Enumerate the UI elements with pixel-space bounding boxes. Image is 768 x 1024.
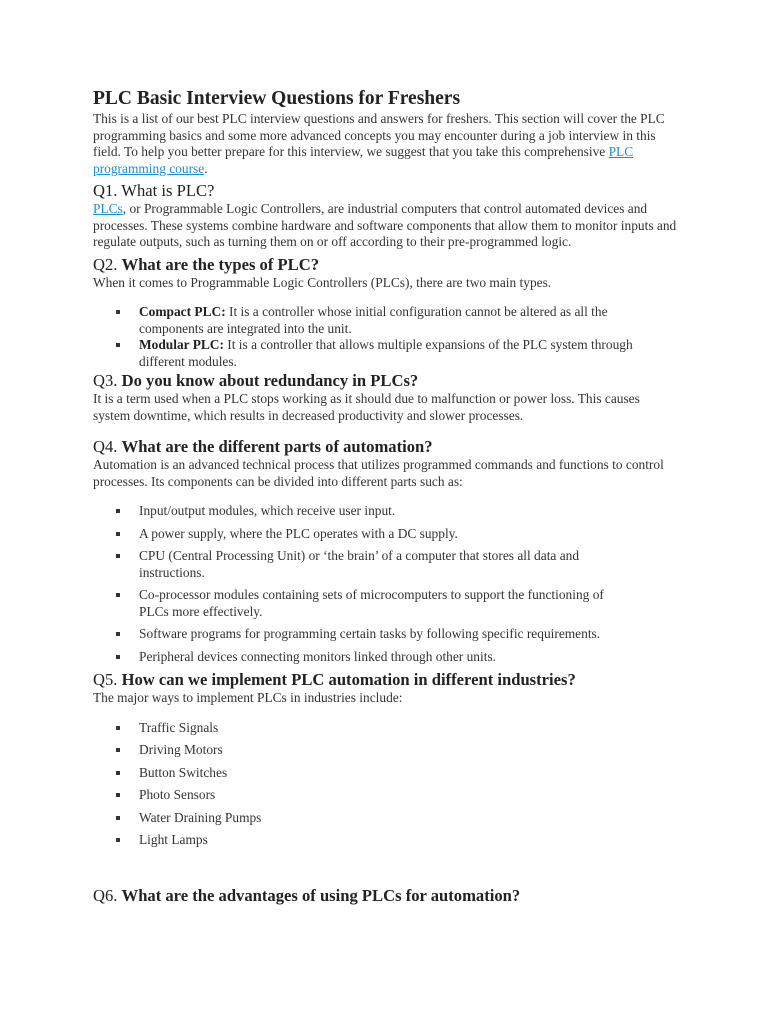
list-item: Light Lamps xyxy=(93,832,683,849)
q5-answer: The major ways to implement PLCs in industries include: xyxy=(93,690,403,705)
plcs-link[interactable]: PLCs xyxy=(93,201,123,216)
intro-text: This is a list of our best PLC interview questions and answers for freshers. This section will cover the PLC programming basics and some more advanced concepts you may encounter during a job interview in this field. To help you better prepare for this interview, we suggest that you take this comprehensive xyxy=(93,111,665,159)
list-item-term: Modular PLC: xyxy=(139,337,224,352)
q5-title: How can we implement PLC automation in different industries? xyxy=(121,670,576,689)
bullet-icon xyxy=(116,838,120,842)
q2-heading xyxy=(93,254,683,275)
document-page xyxy=(93,87,683,906)
q1-number: Q1. xyxy=(93,181,118,200)
bullet-icon xyxy=(116,310,120,314)
q6-title: What are the advantages of using PLCs for automation? xyxy=(121,885,521,905)
list-item: Button Switches xyxy=(93,765,683,782)
q5-list xyxy=(93,720,683,849)
bullet-icon xyxy=(116,632,120,636)
bullet-icon xyxy=(116,816,120,820)
list-item: Compact PLC: It is a controller whose initial configuration cannot be altered as all the components are integrated into the unit. xyxy=(93,304,633,337)
bullet-icon xyxy=(116,343,120,347)
list-item: A power supply, where the PLC operates with a DC supply. xyxy=(93,526,633,543)
bullet-icon xyxy=(116,655,120,659)
list-item: Input/output modules, which receive user input. xyxy=(93,503,633,520)
q1-heading xyxy=(93,180,683,201)
q4-title: What are the different parts of automation? xyxy=(121,437,433,456)
q4-answer: Automation is an advanced technical process that utilizes programmed commands and functions to control processes. Its components can be divided into different parts such as: xyxy=(93,457,664,489)
bullet-icon xyxy=(116,748,120,752)
list-item-term: Compact PLC: xyxy=(139,304,226,319)
q5-number: Q5. xyxy=(93,670,118,689)
list-item: Water Draining Pumps xyxy=(93,810,683,827)
list-item: Software programs for programming certain tasks by following specific requirements. xyxy=(93,626,633,643)
q2-title: What are the types of PLC? xyxy=(121,254,320,274)
bullet-icon xyxy=(116,554,120,558)
q1-answer: PLCs, or Programmable Logic Controllers, are industrial computers that control automated devices and processes. These systems combine hardware and software components that allow them to monitor inputs and regulate outputs, such as turning them on or off according to their pre-programmed logic. xyxy=(93,201,677,249)
q3-title: Do you know about redundancy in PLCs? xyxy=(121,371,419,390)
q3-answer: It is a term used when a PLC stops working as it should due to malfunction or power loss. This causes system downtime, which results in decreased productivity and slower processes. xyxy=(93,391,640,423)
q6-number: Q6. xyxy=(93,885,118,905)
list-item: Traffic Signals xyxy=(93,720,683,737)
bullet-icon xyxy=(116,793,120,797)
q3-number: Q3. xyxy=(93,371,118,390)
q2-number: Q2. xyxy=(93,254,118,274)
q6-heading xyxy=(93,885,683,906)
intro-paragraph: This is a list of our best PLC interview questions and answers for freshers. This section will cover the PLC programming basics and some more advanced concepts you may encounter during a job interview in this field. To help you better prepare for this interview, we suggest that you take this comprehensive PLC programming course. xyxy=(93,111,665,176)
q4-number: Q4. xyxy=(93,437,118,456)
bullet-icon xyxy=(116,509,120,513)
list-item: Co-processor modules containing sets of microcomputers to support the functioning of PLCs more effectively. xyxy=(93,587,633,620)
q3-heading xyxy=(93,370,683,391)
q1-title: What is PLC? xyxy=(121,181,215,200)
q2-answer: When it comes to Programmable Logic Controllers (PLCs), there are two main types. xyxy=(93,274,552,290)
bullet-icon xyxy=(116,593,120,597)
bullet-icon xyxy=(116,771,120,775)
bullet-icon xyxy=(116,532,120,536)
q4-heading xyxy=(93,436,683,457)
q2-list xyxy=(93,304,633,370)
list-item: Modular PLC: It is a controller that allows multiple expansions of the PLC system through different modules. xyxy=(93,337,633,370)
list-item: Peripheral devices connecting monitors linked through other units. xyxy=(93,649,633,666)
list-item: Driving Motors xyxy=(93,742,683,759)
q4-list xyxy=(93,503,633,665)
plc-course-link[interactable]: PLC programming course xyxy=(93,144,634,176)
list-item: CPU (Central Processing Unit) or ‘the brain’ of a computer that stores all data and instructions. xyxy=(93,548,633,581)
bullet-icon xyxy=(116,726,120,730)
page-title: PLC Basic Interview Questions for Freshers xyxy=(93,88,461,109)
q5-heading xyxy=(93,669,683,690)
list-item: Photo Sensors xyxy=(93,787,683,804)
